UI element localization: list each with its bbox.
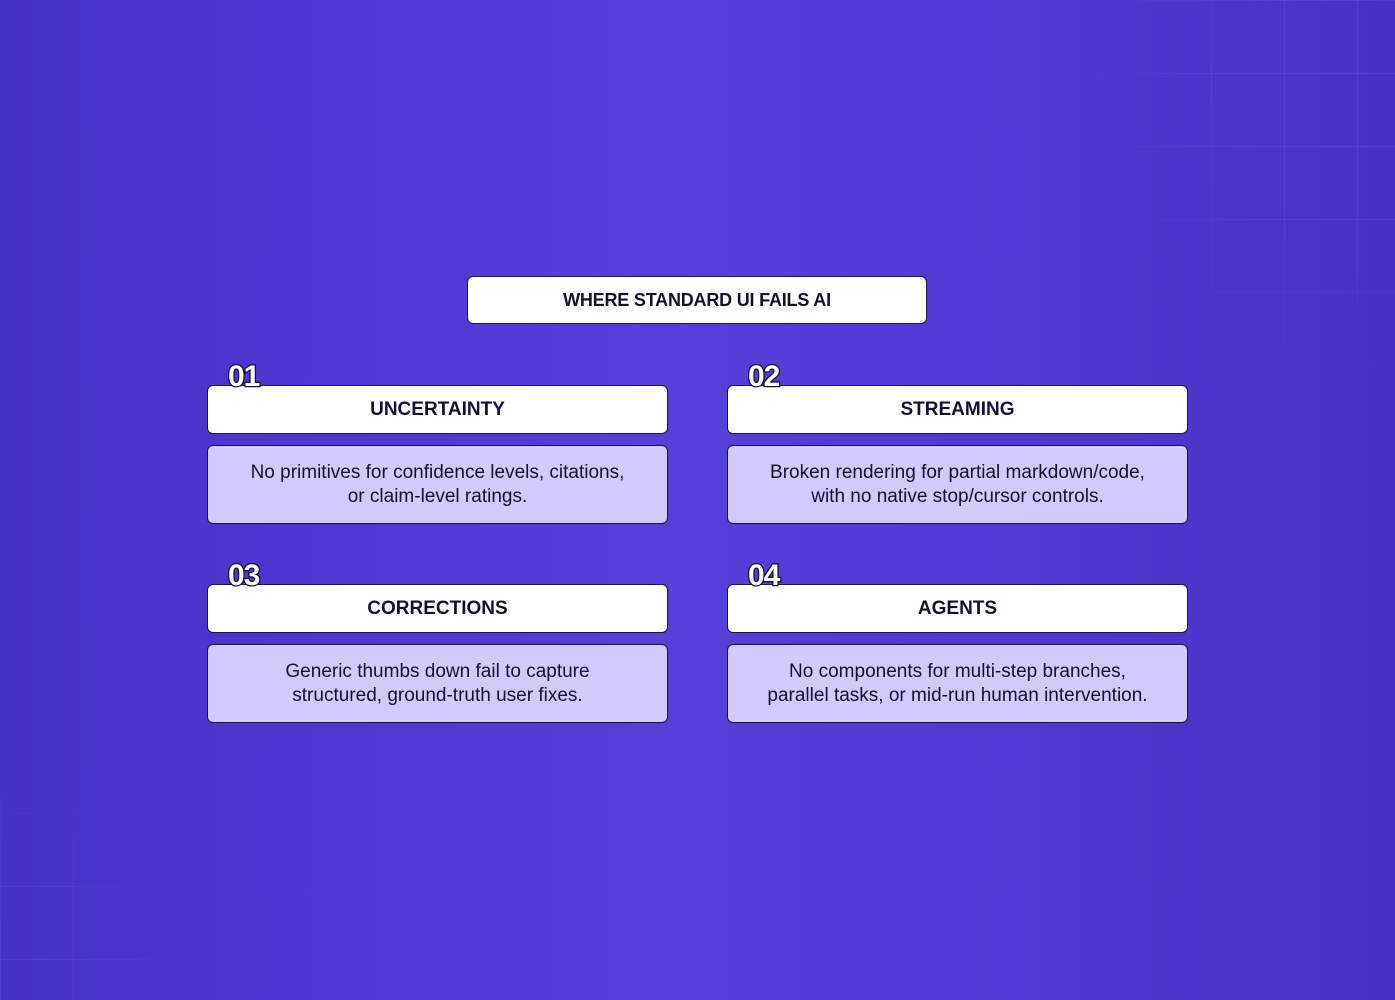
card-description	[251, 461, 625, 509]
card-title-box	[727, 584, 1188, 633]
card-description-line: with no native stop/cursor controls.	[811, 485, 1104, 507]
card-agents	[727, 559, 1188, 723]
header-title-box	[467, 276, 927, 324]
card-title-box	[207, 584, 668, 633]
card-description-line: Broken rendering for partial markdown/code,	[770, 461, 1145, 483]
card-description-line: structured, ground-truth user fixes.	[292, 684, 583, 706]
card-number: 03	[228, 559, 260, 592]
card-description-line: No components for multi-step branches,	[789, 660, 1126, 682]
card-corrections	[207, 559, 668, 723]
card-number: 02	[748, 360, 780, 393]
card-description-box	[207, 644, 668, 723]
card-description-line: or claim-level ratings.	[347, 485, 528, 507]
card-description-line: parallel tasks, or mid-run human intervention.	[767, 684, 1148, 706]
card-description-line: No primitives for confidence levels, citations,	[250, 461, 625, 483]
background-grid-bottom-left	[0, 740, 200, 1000]
card-title: AGENTS	[917, 597, 998, 619]
card-number: 01	[228, 360, 260, 393]
card-description	[767, 660, 1147, 708]
card-streaming	[727, 360, 1188, 524]
card-description-box	[207, 445, 668, 524]
card-title: CORRECTIONS	[367, 597, 508, 619]
card-title-box	[207, 385, 668, 434]
card-uncertainty	[207, 360, 668, 524]
card-description-box	[727, 644, 1188, 723]
card-title: STREAMING	[900, 398, 1015, 420]
card-description-line: Generic thumbs down fail to capture	[285, 660, 590, 682]
card-title-box	[727, 385, 1188, 434]
background-grid-top-right	[1065, 0, 1395, 420]
card-description-box	[727, 445, 1188, 524]
card-title: UNCERTAINTY	[370, 398, 505, 420]
card-description	[285, 660, 589, 708]
card-description	[770, 461, 1145, 509]
header-title: WHERE STANDARD UI FAILS AI	[563, 289, 831, 310]
card-number: 04	[748, 559, 780, 592]
